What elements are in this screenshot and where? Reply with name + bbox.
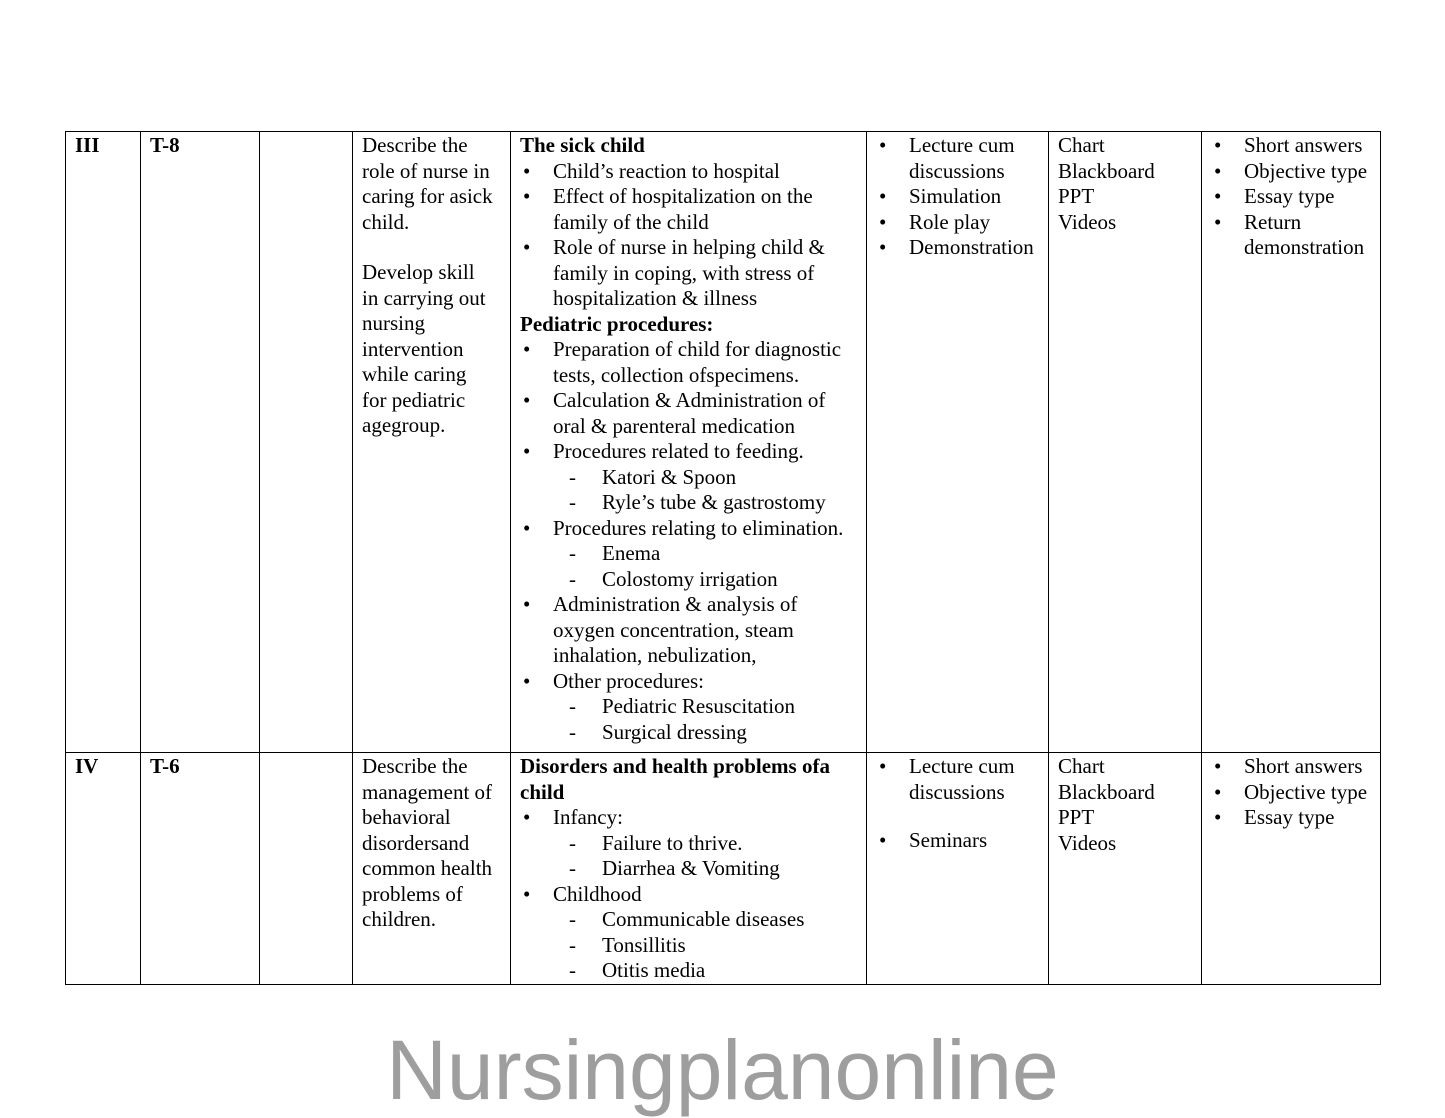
objective-line: common health bbox=[362, 856, 493, 880]
table-row bbox=[66, 132, 1381, 753]
aid-item: Chart bbox=[1058, 754, 1105, 778]
hours-cell bbox=[260, 132, 353, 753]
sub-list-item: - Otitis media bbox=[553, 958, 858, 984]
objective-spacer bbox=[362, 235, 502, 260]
objective-line: for pediatric bbox=[362, 387, 466, 412]
content-heading: The sick child bbox=[520, 133, 645, 157]
objective-line: caring for asick bbox=[362, 184, 493, 208]
evaluation-list bbox=[1211, 754, 1372, 831]
aid-item: Chart bbox=[1058, 133, 1105, 157]
time-cell: T-6 bbox=[141, 753, 260, 985]
sub-list bbox=[553, 465, 858, 516]
evaluation-list bbox=[1211, 133, 1372, 261]
objective-line: nursing bbox=[362, 311, 425, 335]
sub-list-item: - Failure to thrive. bbox=[553, 831, 858, 857]
sub-list-item: - Colostomy irrigation bbox=[553, 567, 858, 593]
sub-list-item: - Diarrhea & Vomiting bbox=[553, 856, 858, 882]
objective-line: behavioral bbox=[362, 805, 451, 829]
content-list bbox=[520, 805, 858, 984]
sub-list-item: - Tonsillitis bbox=[553, 933, 858, 959]
methods-list bbox=[876, 754, 1040, 854]
content-list bbox=[520, 337, 858, 745]
evaluation-cell bbox=[1202, 132, 1381, 753]
objective-line: Describe the bbox=[362, 133, 468, 157]
list-item: • Preparation of child for diagnostic tests, collection ofspecimens. bbox=[520, 337, 858, 388]
list-item bbox=[520, 882, 858, 984]
list-item: • Objective type bbox=[1211, 780, 1372, 806]
sub-list-item: - Surgical dressing bbox=[553, 720, 858, 746]
content-heading: Pediatric procedures: bbox=[520, 311, 714, 336]
list-item: • Demonstration bbox=[876, 235, 1040, 261]
list-item: • Objective type bbox=[1211, 159, 1372, 185]
sub-list-item: - Katori & Spoon bbox=[553, 465, 858, 491]
content-heading: Disorders and health problems ofa child bbox=[520, 754, 830, 804]
content-cell bbox=[511, 132, 867, 753]
list-item: • Lecture cum discussions bbox=[876, 133, 1040, 184]
methods-list bbox=[876, 133, 1040, 261]
sub-list-item: - Enema bbox=[553, 541, 858, 567]
sub-list bbox=[553, 907, 858, 984]
list-item: • Essay type bbox=[1211, 184, 1372, 210]
objectives-cell bbox=[353, 132, 511, 753]
aids-cell bbox=[1049, 753, 1202, 985]
unit-cell: III bbox=[66, 132, 141, 753]
list-item: • Seminars bbox=[876, 828, 1040, 854]
sub-list-item: - Pediatric Resuscitation bbox=[553, 694, 858, 720]
content-list bbox=[520, 159, 858, 312]
aid-item: Videos bbox=[1058, 830, 1117, 855]
aids-cell bbox=[1049, 132, 1202, 753]
aid-item: PPT bbox=[1058, 184, 1095, 208]
list-item bbox=[520, 439, 858, 516]
list-item: • Role of nurse in helping child & family in coping, with stress of hospitalization & illness bbox=[520, 235, 858, 312]
sub-list bbox=[553, 541, 858, 592]
list-item: • Calculation & Administration of oral & parenteral medication bbox=[520, 388, 858, 439]
list-item-text: Childhood bbox=[553, 881, 642, 906]
list-item: • Simulation bbox=[876, 184, 1040, 210]
list-item: • Short answers bbox=[1211, 133, 1372, 159]
objective-line: in carrying out bbox=[362, 285, 486, 310]
sub-list-item: - Communicable diseases bbox=[553, 907, 858, 933]
table-row bbox=[66, 753, 1381, 985]
hours-cell bbox=[260, 753, 353, 985]
evaluation-cell bbox=[1202, 753, 1381, 985]
objective-line: disordersand bbox=[362, 830, 470, 855]
unit-cell: IV bbox=[66, 753, 141, 985]
list-item bbox=[520, 669, 858, 746]
content-cell bbox=[511, 753, 867, 985]
sub-list bbox=[553, 694, 858, 745]
aid-item: Blackboard bbox=[1058, 779, 1155, 804]
sub-list-item: - Ryle’s tube & gastrostomy bbox=[553, 490, 858, 516]
list-item-text: Procedures relating to elimination. bbox=[553, 515, 844, 540]
objective-line: children. bbox=[362, 907, 437, 931]
list-item: • Administration & analysis of oxygen concentration, steam inhalation, nebulization, bbox=[520, 592, 858, 669]
methods-cell bbox=[867, 753, 1049, 985]
objective-line: role of nurse in bbox=[362, 158, 490, 183]
objective-line: child. bbox=[362, 209, 410, 234]
aid-item: Videos bbox=[1058, 209, 1117, 234]
objective-line: management of bbox=[362, 779, 493, 804]
list-item: • Essay type bbox=[1211, 805, 1372, 831]
objective-line: agegroup. bbox=[362, 413, 446, 437]
list-item bbox=[520, 805, 858, 882]
list-item: • Short answers bbox=[1211, 754, 1372, 780]
list-item: • Return demonstration bbox=[1211, 210, 1372, 261]
objective-line: Develop skill bbox=[362, 260, 475, 284]
objective-line: while caring bbox=[362, 362, 467, 386]
watermark-text: Nursingplanonline bbox=[386, 1023, 1059, 1117]
methods-cell bbox=[867, 132, 1049, 753]
objective-line: intervention bbox=[362, 336, 464, 361]
list-item-text: Other procedures: bbox=[553, 668, 705, 693]
sub-list bbox=[553, 831, 858, 882]
objective-line: Describe the bbox=[362, 754, 468, 778]
list-item: • Role play bbox=[876, 210, 1040, 236]
aid-item: Blackboard bbox=[1058, 158, 1155, 183]
list-item bbox=[520, 516, 858, 593]
aid-item: PPT bbox=[1058, 805, 1095, 829]
objective-line: problems of bbox=[362, 881, 463, 906]
time-cell: T-8 bbox=[141, 132, 260, 753]
list-item: • Child’s reaction to hospital bbox=[520, 159, 858, 185]
list-item-text: Infancy: bbox=[553, 805, 623, 829]
list-item: • Effect of hospitalization on the family of the child bbox=[520, 184, 858, 235]
objectives-cell bbox=[353, 753, 511, 985]
list-item-text: Procedures related to feeding. bbox=[553, 439, 804, 463]
list-item: • Lecture cum discussions bbox=[876, 754, 1040, 805]
lesson-plan-table bbox=[65, 131, 1381, 985]
